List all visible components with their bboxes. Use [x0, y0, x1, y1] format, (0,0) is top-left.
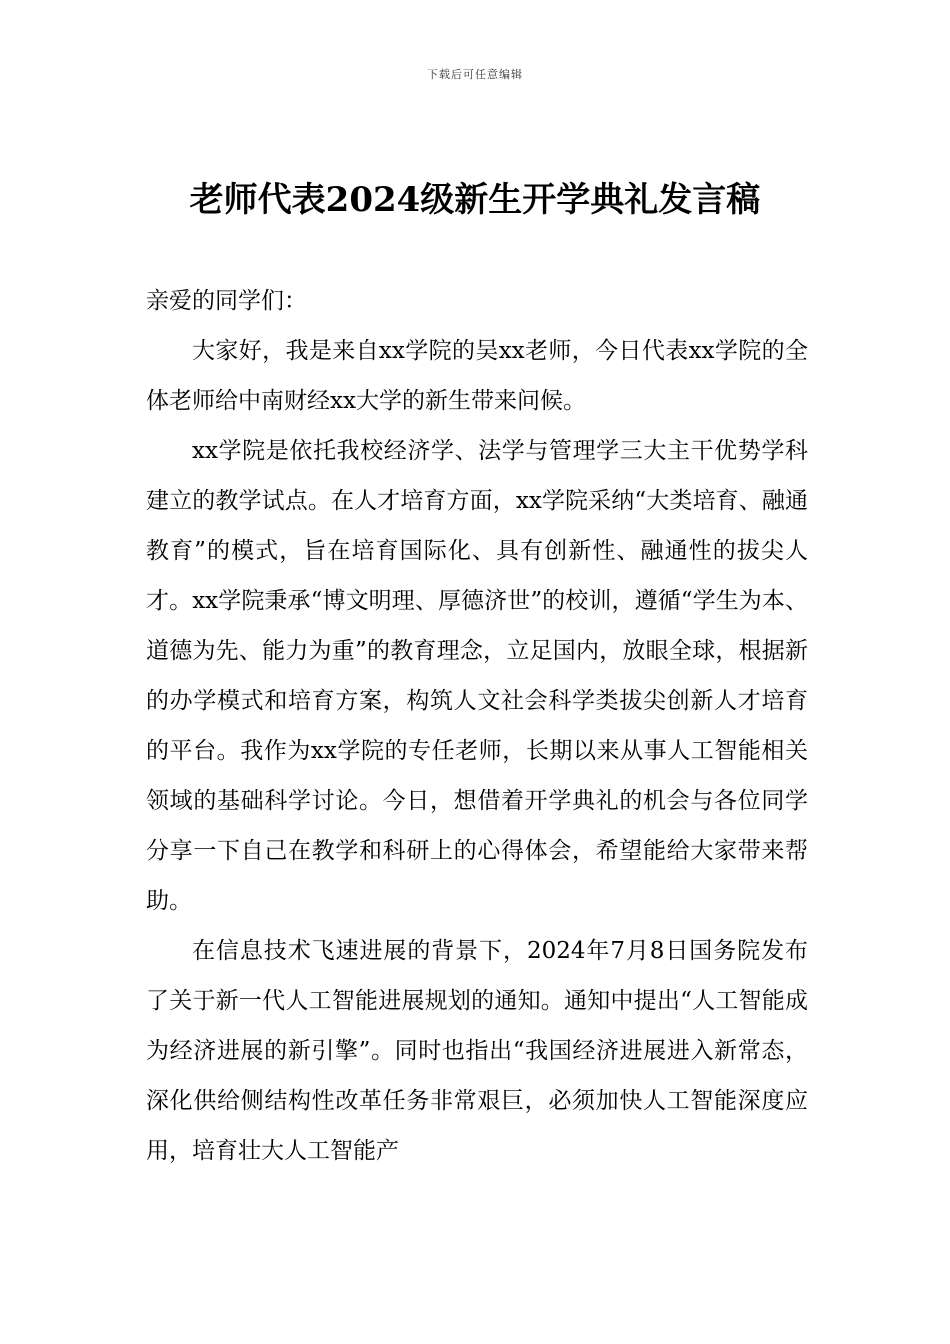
- document-title: 老师代表2024级新生开学典礼发言稿: [189, 180, 761, 220]
- header-note: 下载后可任意编辑: [427, 68, 523, 81]
- document-body: [146, 276, 808, 1176]
- salutation: 亲爱的同学们：: [146, 288, 307, 314]
- paragraph-2: xx学院是依托我校经济学、法学与管理学三大主干优势学科建立的教学试点。在人才培育方面，xx学院采纳“大类培育、融通教育”的模式，旨在培育国际化、具有创新性、融通性的拔尖人才。xx学院秉承“博文明理、厚德济世”的校训，遵循“学生为本、道德为先、能力为重”的教育理念，立足国内，放眼全球，根据新的办学模式和培育方案，构筑人文社会科学类拔尖创新人才培育的平台。我作为xx学院的专任老师，长期以来从事人工智能相关领域的基础科学讨论。今日，想借着开学典礼的机会与各位同学分享一下自己在教学和科研上的心得体会，希望能给大家带来帮助。: [146, 438, 808, 914]
- paragraph-1: 大家好，我是来自xx学院的吴xx老师，今日代表xx学院的全体老师给中南财经xx大学的新生带来问候。: [146, 338, 808, 414]
- paragraph-3: 在信息技术飞速进展的背景下，2024年7月8日国务院发布了关于新一代人工智能进展规划的通知。通知中提出“人工智能成为经济进展的新引擎”。同时也指出“我国经济进展进入新常态，深化供给侧结构性改革任务非常艰巨，必须加快人工智能深度应用，培育壮大人工智能产: [146, 938, 808, 1164]
